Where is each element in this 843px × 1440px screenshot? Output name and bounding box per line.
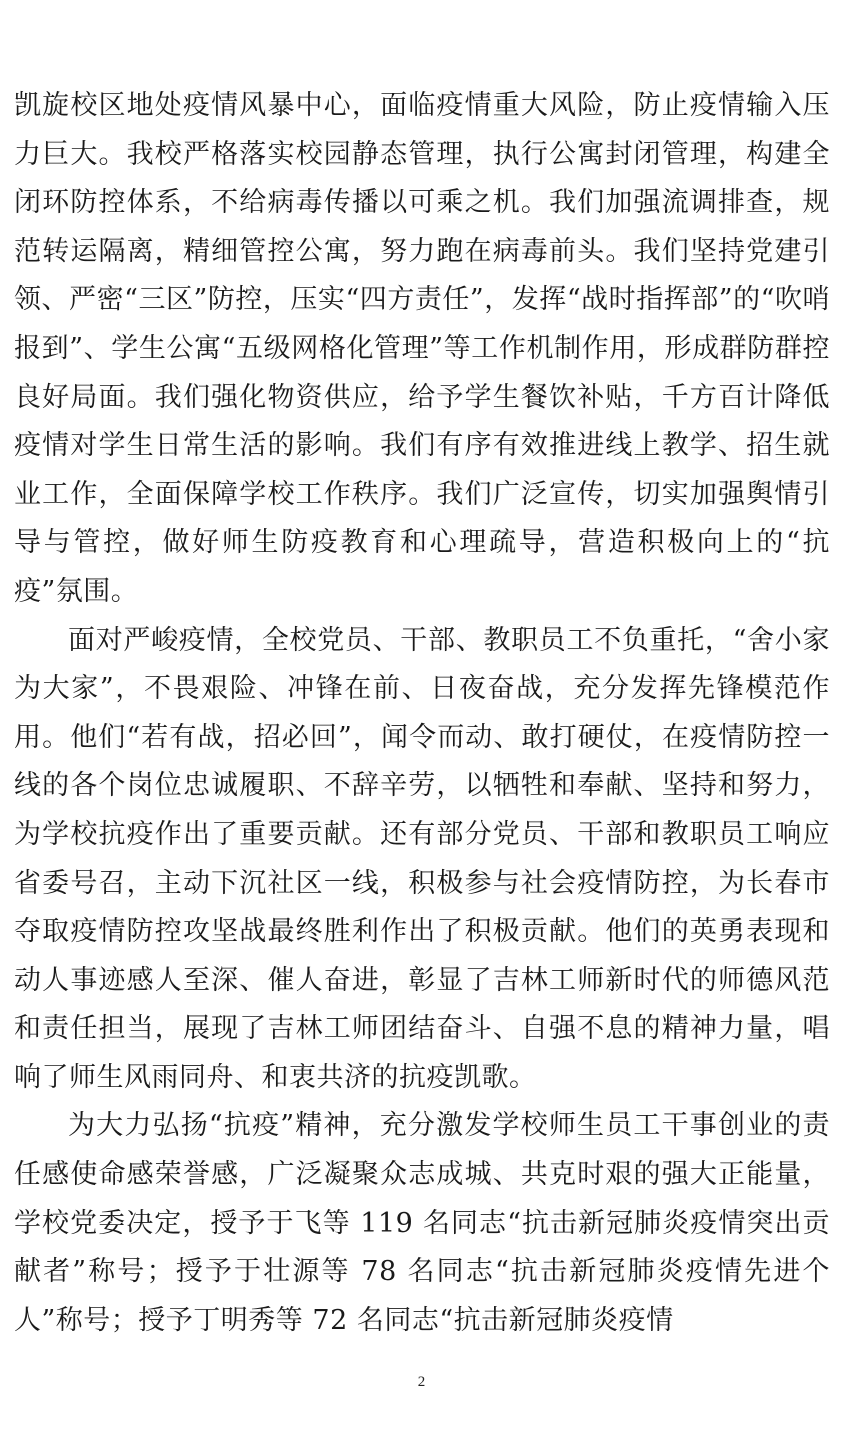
- page-number: 2: [417, 1374, 426, 1390]
- document-body: [14, 82, 830, 1345]
- paragraph-2: 面对严峻疫情，全校党员、干部、教职员工不负重托，“舍小家为大家”，不畏艰险、冲锋在前、日夜奋战，充分发挥先锋模范作用。他们“若有战，招必回”，闻令而动、敢打硬仗，在疫情防控一线的各个岗位忠诚履职、不辞辛劳，以牺牲和奉献、坚持和努力，为学校抗疫作出了重要贡献。还有部分党员、干部和教职员工响应省委号召，主动下沉社区一线，积极参与社会疫情防控，为长春市夺取疫情防控攻坚战最终胜利作出了积极贡献。他们的英勇表现和动人事迹感人至深、催人奋进，彰显了吉林工师新时代的师德风范和责任担当，展现了吉林工师团结奋斗、自强不息的精神力量，唱响了师生风雨同舟、和衷共济的抗疫凯歌。: [14, 624, 830, 1093]
- paragraph-1: 凯旋校区地处疫情风暴中心，面临疫情重大风险，防止疫情输入压力巨大。我校严格落实校园静态管理，执行公寓封闭管理，构建全闭环防控体系，不给病毒传播以可乘之机。我们加强流调排查，规范转运隔离，精细管控公寓，努力跑在病毒前头。我们坚持党建引领、严密“三区”防控，压实“四方责任”，发挥“战时指挥部”的“吹哨报到”、学生公寓“五级网格化管理”等工作机制作用，形成群防群控良好局面。我们强化物资供应，给予学生餐饮补贴，千方百计降低疫情对学生日常生活的影响。我们有序有效推进线上教学、招生就业工作，全面保障学校工作秩序。我们广泛宣传，切实加强舆情引导与管控，做好师生防疫教育和心理疏导，营造积极向上的“抗疫”氛围。: [14, 90, 830, 607]
- paragraph-3: 为大力弘扬“抗疫”精神，充分激发学校师生员工干事创业的责任感使命感荣誉感，广泛凝聚众志成城、共克时艰的强大正能量，学校党委决定，授予于飞等 119 名同志“抗击新冠肺炎疫情突出贡献者”称号；授予于壮源等 78 名同志“抗击新冠肺炎疫情先进个人”称号；授予丁明秀等 72 名同志“抗击新冠肺炎疫情: [14, 1110, 830, 1336]
